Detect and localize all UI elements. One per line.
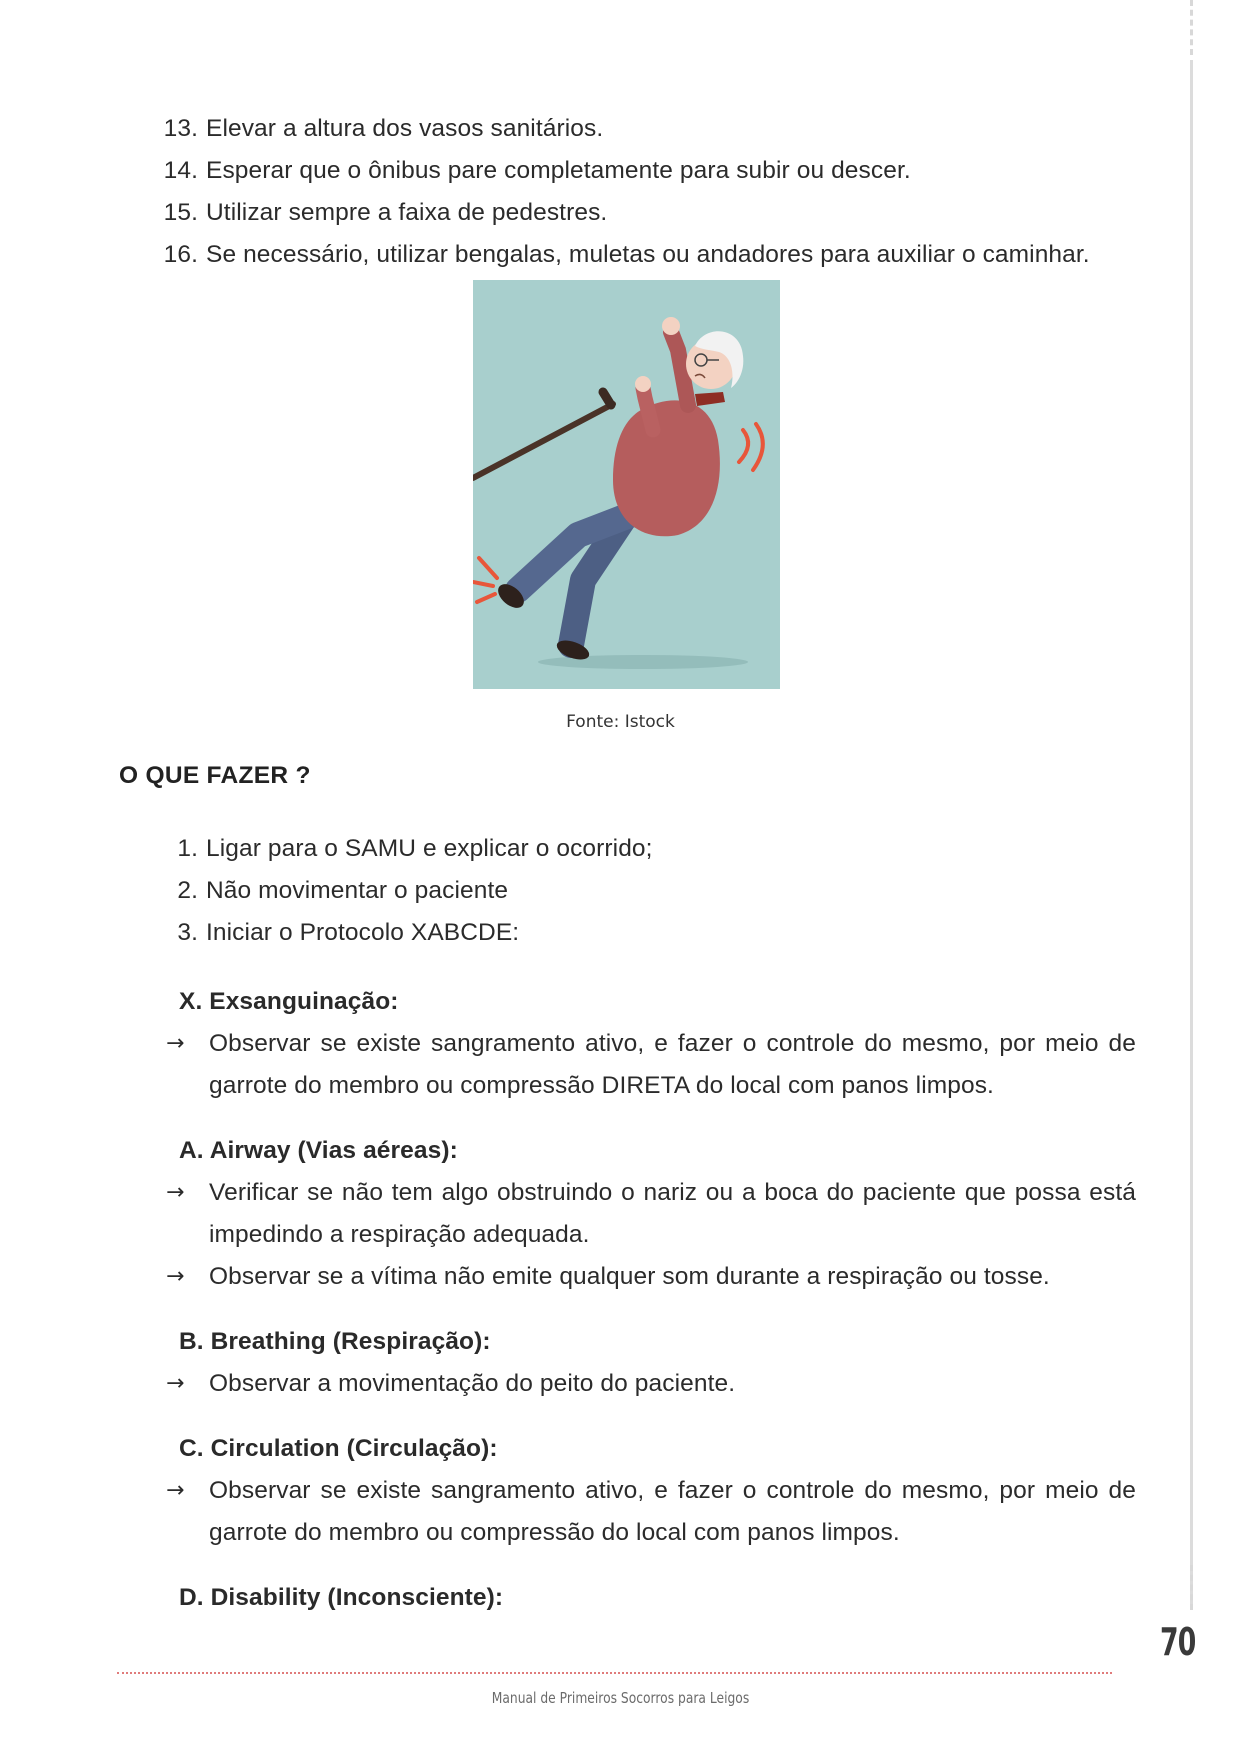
list-item-number: 13. [163,115,198,142]
list-item [160,828,1160,870]
arrow-icon: → [166,1478,185,1503]
bullet-text: Observar a movimentação do peito do paciente. [209,1370,736,1397]
section-title: O QUE FAZER ? [119,762,311,789]
list-item-number: 1. [177,835,198,862]
prevention-list [160,108,1160,276]
list-item [160,870,1160,912]
arrow-icon: → [166,1180,185,1205]
list-item-number: 15. [163,199,198,226]
list-item [160,234,1160,276]
arrow-icon: → [166,1371,185,1396]
steps-list [160,828,1160,954]
arrow-icon: → [166,1031,185,1056]
list-item [160,912,1160,954]
falling-man-image [473,280,780,689]
margin-rule [1190,60,1193,1610]
elderly-fall-illustration [473,280,780,689]
b-heading: B. Breathing (Respiração): [179,1328,491,1355]
figure-caption: Fonte: Istock [566,712,675,732]
footer-title: Manual de Primeiros Socorros para Leigos [491,1689,750,1707]
footer-dotted-rule [117,1672,1112,1674]
list-item-number: 16. [163,241,198,268]
a-heading: A. Airway (Vias aéreas): [179,1137,458,1164]
c-heading: C. Circulation (Circulação): [179,1435,498,1462]
bullet-item [166,1256,1136,1298]
margin-rule-dashed-top [1190,0,1193,55]
list-item [160,192,1160,234]
arrow-icon: → [166,1264,185,1289]
bullet-text: Verificar se não tem algo obstruindo o nariz ou a boca do paciente que possa está impedindo a respiração adequada. [209,1179,1136,1248]
bullet-item [166,1363,1136,1405]
list-item-text: Elevar a altura dos vasos sanitários. [206,115,604,142]
list-item-text: Se necessário, utilizar bengalas, muletas ou andadores para auxiliar o caminhar. [206,241,1090,268]
bullet-item [166,1023,1136,1107]
list-item-text: Não movimentar o paciente [206,877,509,904]
bullet-text: Observar se existe sangramento ativo, e fazer o controle do mesmo, por meio de garrote do membro ou compressão DIRETA do local com panos limpos. [209,1030,1136,1099]
list-item-number: 3. [177,919,198,946]
d-heading: D. Disability (Inconsciente): [179,1584,504,1611]
list-item-text: Iniciar o Protocolo XABCDE: [206,919,520,946]
list-item-text: Ligar para o SAMU e explicar o ocorrido; [206,835,653,862]
list-item-number: 14. [163,157,198,184]
margin-rule-dashed-bottom [1190,1565,1193,1610]
bullet-item [166,1470,1136,1554]
list-item-text: Esperar que o ônibus pare completamente para subir ou descer. [206,157,911,184]
list-item-number: 2. [177,877,198,904]
bullet-text: Observar se a vítima não emite qualquer som durante a respiração ou tosse. [209,1263,1050,1290]
x-heading: X. Exsanguinação: [179,988,399,1015]
list-item [160,108,1160,150]
list-item-text: Utilizar sempre a faixa de pedestres. [206,199,608,226]
page-number: 70 [1160,1620,1196,1664]
bullet-text: Observar se existe sangramento ativo, e fazer o controle do mesmo, por meio de garrote do membro ou compressão do local com panos limpos. [209,1477,1136,1546]
list-item [160,150,1160,192]
bullet-item [166,1172,1136,1256]
